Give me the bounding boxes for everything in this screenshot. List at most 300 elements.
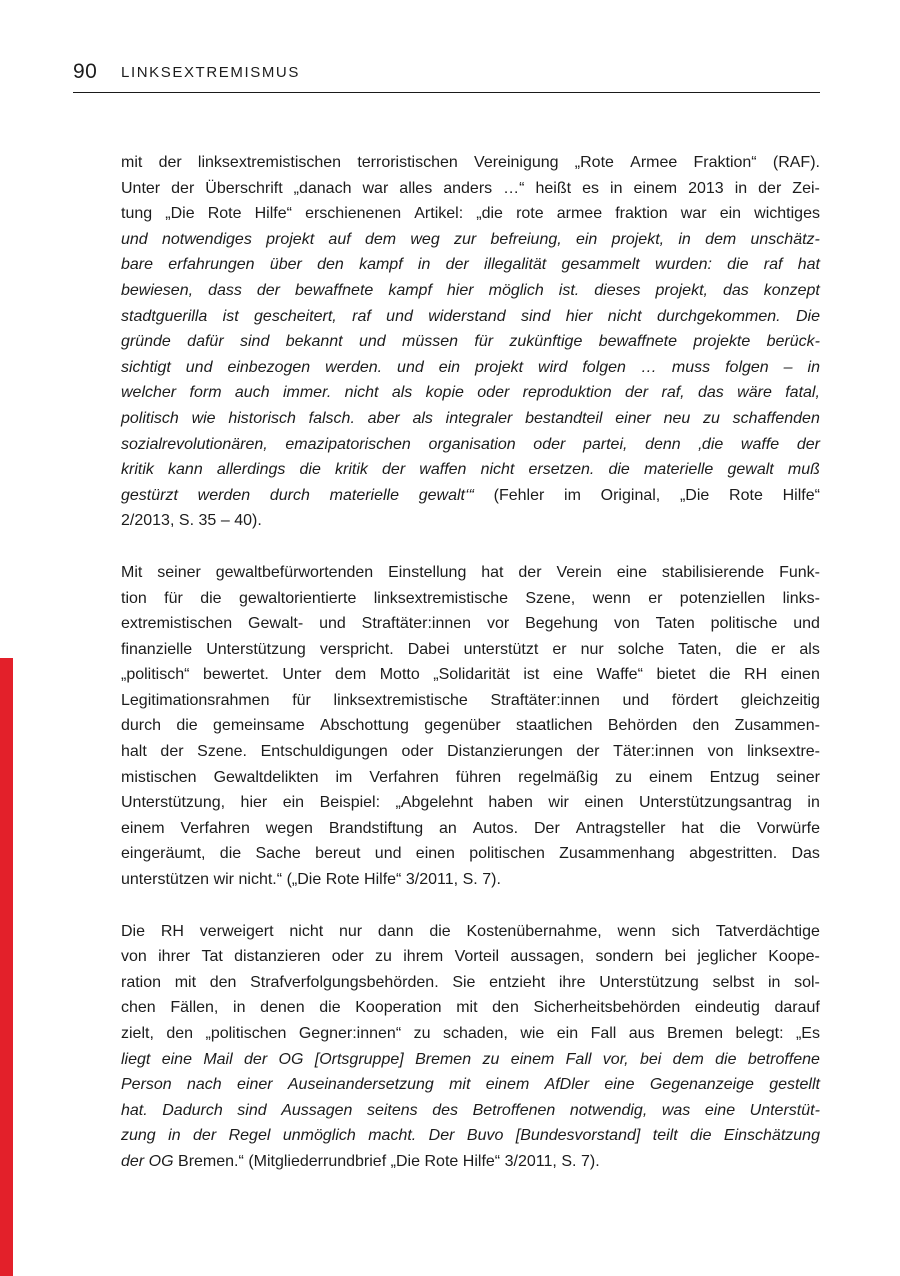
text-line: [121, 919, 820, 945]
word: kritik: [335, 461, 368, 479]
word: Mail: [203, 1050, 233, 1068]
word: RH: [744, 666, 768, 684]
word: Rote: [325, 871, 360, 889]
word: Brandstiftung: [328, 819, 424, 837]
word: finanzielle: [121, 640, 193, 658]
word: terroristischen: [357, 154, 458, 171]
word: nach: [187, 1076, 222, 1094]
word: in: [807, 358, 820, 376]
word: bewaffnete: [295, 281, 374, 299]
word: Einstellung: [388, 563, 467, 581]
word: wie: [520, 1025, 545, 1042]
word: sondern: [595, 948, 654, 966]
word: Unterstützung,: [121, 794, 226, 812]
word: historisch: [228, 409, 296, 427]
text-line: [121, 252, 820, 278]
word: nicht: [607, 307, 642, 325]
word: müssen: [402, 333, 459, 351]
word: oder: [477, 384, 510, 402]
word: Legitimationsrahmen: [121, 691, 270, 709]
word: potenziellen: [679, 589, 766, 607]
word: ein: [282, 794, 305, 812]
word: staatlichen: [516, 717, 593, 735]
text-line: [121, 150, 820, 176]
word: Kooperation: [355, 999, 442, 1017]
word: Distanzierungen: [447, 743, 563, 761]
word: ihrer: [158, 948, 191, 966]
word: Buvo: [466, 1127, 504, 1145]
word: Gewaltdelikten: [213, 768, 319, 786]
word: Dadurch: [162, 1101, 223, 1119]
word: eine: [604, 1076, 635, 1094]
word: 7).: [580, 1152, 600, 1170]
word: Verfahren: [369, 768, 439, 786]
word: notwendiges: [161, 230, 252, 248]
word: für: [164, 589, 183, 607]
word: er: [648, 589, 663, 607]
word: bereut: [315, 845, 361, 863]
word: bewiesen,: [121, 281, 194, 299]
word: ist: [222, 307, 239, 325]
word: nicht: [289, 922, 324, 940]
word: die: [319, 999, 341, 1017]
word: oder: [533, 435, 566, 453]
word: „Solidarität: [433, 666, 510, 684]
word: durch: [121, 717, 162, 735]
word: den: [692, 717, 720, 735]
word: dem: [335, 666, 367, 684]
word: sich: [671, 922, 701, 940]
word: zur: [454, 230, 477, 248]
word: der: [796, 435, 820, 453]
word: „politisch“: [121, 666, 190, 684]
word: chen: [121, 999, 156, 1017]
word: Entzug: [709, 768, 760, 786]
word: der: [158, 154, 182, 171]
word: bewaffnete: [598, 333, 677, 351]
word: dem: [364, 230, 397, 248]
word: hier: [446, 281, 474, 299]
body-text: [121, 150, 820, 1175]
word: möglich: [488, 281, 544, 299]
word: hat: [681, 819, 704, 837]
word: 35: [198, 512, 217, 530]
word: abgestritten.: [689, 845, 778, 863]
word: gesammelt: [561, 256, 640, 274]
word: darauf: [774, 999, 820, 1017]
word: gescheitert,: [254, 307, 337, 325]
word: als: [412, 409, 433, 427]
word: widerstand: [428, 307, 506, 325]
word: war: [680, 205, 707, 223]
word: den: [492, 999, 519, 1017]
text-line: [121, 176, 820, 202]
word: Hilfe“: [782, 486, 820, 504]
word: im: [564, 486, 581, 504]
word: dieses: [594, 281, 641, 299]
word: in: [734, 179, 748, 197]
word: 2013: [688, 179, 724, 197]
word: Sache: [255, 845, 301, 863]
word: an: [439, 819, 457, 837]
word: werden.: [325, 358, 383, 376]
word: „die: [476, 205, 503, 223]
word: mistischen: [121, 768, 197, 786]
word: und: [319, 615, 346, 633]
word: ihre: [558, 973, 586, 991]
word: Rote: [424, 1152, 459, 1170]
text-line: [121, 329, 820, 355]
word: hier: [240, 794, 268, 812]
word: muß: [787, 461, 820, 479]
word: „danach: [293, 179, 352, 197]
word: tung: [121, 205, 153, 223]
text-line: [121, 380, 820, 406]
word: der: [121, 1152, 145, 1170]
word: form: [189, 384, 222, 402]
word: einen: [584, 794, 624, 812]
word: bestandteil: [525, 409, 603, 427]
text-line: [121, 765, 820, 791]
word: zielt,: [121, 1025, 154, 1042]
text-line: [121, 406, 820, 432]
word: Waffe“: [596, 666, 643, 684]
word: Dabei: [407, 640, 450, 658]
word: und: [793, 615, 820, 633]
word: wegen: [265, 819, 313, 837]
word: werden: [197, 486, 251, 504]
word: und: [397, 358, 424, 376]
word: linksextre-: [747, 743, 820, 761]
word: 3/2011,: [504, 1152, 557, 1170]
word: heißt: [535, 179, 572, 197]
text-line: [121, 1072, 820, 1098]
word: Aussagen: [281, 1101, 353, 1119]
word: illegalität: [483, 256, 547, 274]
word: „Die: [390, 1152, 420, 1170]
word: Sie: [452, 973, 476, 991]
word: liegt: [121, 1050, 151, 1068]
word: wird: [538, 358, 568, 376]
word: und: [185, 358, 213, 376]
word: linksextremistische: [333, 691, 468, 709]
word: der: [256, 281, 280, 299]
word: ein: [575, 230, 598, 248]
word: projekt,: [611, 230, 665, 248]
word: kopie: [425, 384, 464, 402]
word: haben: [488, 794, 533, 812]
word: erfahrungen: [168, 256, 255, 274]
text-line: [121, 1149, 820, 1175]
word: 40).: [234, 512, 262, 530]
word: mit: [449, 1076, 471, 1094]
word: und: [358, 333, 386, 351]
word: folgen: [582, 358, 626, 376]
word: politische: [710, 615, 778, 633]
word: einem: [649, 768, 693, 786]
word: in: [610, 179, 623, 197]
word: sol-: [794, 973, 820, 991]
word: Unterstützung: [599, 973, 699, 991]
word: Einschätzung: [723, 1127, 820, 1145]
word: 7).: [482, 871, 501, 889]
word: belegt:: [735, 1025, 784, 1042]
word: armee: [556, 205, 603, 223]
word: Unter: [282, 666, 322, 684]
word: betroffene: [747, 1050, 820, 1068]
word: immer.: [282, 384, 332, 402]
word: Hilfe“: [364, 871, 402, 889]
word: wir: [213, 871, 234, 889]
word: alles: [399, 179, 433, 197]
word: konzept: [763, 281, 820, 299]
word: AfDler: [544, 1076, 590, 1094]
word: die: [200, 589, 222, 607]
red-margin-bar: [0, 658, 13, 1276]
word: eine: [616, 563, 647, 581]
word: der: [171, 179, 195, 197]
word: Zei-: [792, 179, 820, 197]
word: „Abgelehnt: [395, 794, 473, 812]
word: politisch: [121, 409, 179, 427]
word: partei,: [582, 435, 628, 453]
word: die: [735, 640, 758, 658]
word: materielle: [643, 461, 714, 479]
word: dem: [705, 230, 737, 248]
word: die: [719, 819, 741, 837]
word: die: [176, 717, 198, 735]
word: notwendig,: [569, 1101, 648, 1119]
word: Straftäter:innen: [361, 615, 472, 633]
word: schaden,: [442, 1025, 508, 1042]
word: Artikel:: [414, 205, 464, 223]
word: Antragsteller: [575, 819, 666, 837]
word: der: [576, 743, 600, 761]
word: Unterstützungsantrag: [638, 794, 792, 812]
word: befreiung,: [490, 230, 562, 248]
word: nicht: [480, 461, 515, 479]
text-line: [121, 227, 820, 253]
word: politischen: [469, 845, 545, 863]
word: nicht.“: [238, 871, 283, 889]
word: Die: [121, 922, 146, 940]
word: emazipatorischen: [285, 435, 411, 453]
word: …“: [503, 179, 525, 197]
text-line: [121, 1123, 820, 1149]
word: materielle: [329, 486, 399, 504]
text-line: [121, 457, 820, 483]
word: 2/2013,: [121, 512, 175, 530]
word: OG: [278, 1050, 304, 1068]
word: Zusammenhang: [559, 845, 675, 863]
word: gewalt: [727, 461, 774, 479]
word: es: [582, 179, 599, 197]
word: Bremen.“: [178, 1152, 244, 1170]
word: zu: [413, 1025, 431, 1042]
word: dafür: [187, 333, 224, 351]
word: (Fehler: [493, 486, 545, 504]
word: verspricht.: [319, 640, 394, 658]
word: die: [709, 666, 731, 684]
text-line: [121, 611, 820, 637]
word: der: [445, 256, 469, 274]
word: anders: [443, 179, 493, 197]
word: gewaltorientierte: [238, 589, 357, 607]
word: „Es: [795, 1025, 820, 1042]
word: raf: [763, 256, 783, 274]
word: jeglicher: [697, 948, 757, 966]
word: Rote: [729, 486, 763, 504]
word: unschätz-: [750, 230, 820, 248]
word: einem: [510, 1050, 555, 1068]
word: „Die: [165, 205, 195, 223]
word: Betroffenen: [472, 1101, 556, 1119]
word: von: [613, 615, 640, 633]
word: Verein: [556, 563, 602, 581]
text-line: [121, 995, 820, 1021]
word: einer: [237, 1076, 273, 1094]
text-line: [121, 483, 820, 509]
word: kampf: [359, 256, 403, 274]
word: zu: [482, 1050, 500, 1068]
word: denen: [260, 999, 305, 1017]
word: mit: [121, 154, 143, 171]
word: mit: [174, 973, 197, 991]
word: Der: [428, 1127, 455, 1145]
word: [Bundesvorstand]: [515, 1127, 641, 1145]
word: für: [474, 333, 494, 351]
word: OG: [148, 1152, 174, 1170]
word: verweigert: [199, 922, 274, 940]
word: linksextremistischen: [197, 154, 342, 171]
word: die: [608, 461, 630, 479]
text-line: [121, 688, 820, 714]
word: 3/2011,: [405, 871, 459, 889]
text-line: [121, 816, 820, 842]
word: bei: [639, 1050, 662, 1068]
word: wenn: [592, 589, 631, 607]
word: linksextremistische: [373, 589, 508, 607]
word: in: [678, 230, 691, 248]
word: einem: [633, 179, 678, 197]
text-line: [121, 508, 820, 534]
word: Fraktion“: [693, 154, 757, 171]
word: die: [715, 1050, 737, 1068]
word: ration: [121, 973, 162, 991]
word: gemeinsame: [213, 717, 305, 735]
word: des: [432, 1101, 459, 1119]
word: fatal,: [785, 384, 820, 402]
word: Regel: [228, 1127, 271, 1145]
word: unmöglich: [282, 1127, 356, 1145]
word: wichtiges: [754, 205, 820, 223]
word: solche: [617, 640, 665, 658]
word: ihrem: [403, 948, 444, 966]
text-line: [121, 662, 820, 688]
word: ist.: [558, 281, 580, 299]
word: Das: [791, 845, 820, 863]
word: bietet: [656, 666, 696, 684]
word: gewalt‘“: [418, 486, 474, 504]
text-line: [121, 201, 820, 227]
word: seiner: [776, 768, 820, 786]
word: „Rote: [574, 154, 614, 171]
word: einer: [615, 409, 651, 427]
word: sind: [239, 333, 270, 351]
word: kann: [168, 461, 203, 479]
word: den: [209, 973, 237, 991]
word: Gegner:innen“: [298, 1025, 402, 1042]
text-line: [121, 1047, 820, 1073]
word: neu: [663, 409, 691, 427]
word: zu: [703, 409, 720, 427]
text-line: [121, 278, 820, 304]
word: waffe: [740, 435, 780, 453]
word: was: [661, 1101, 691, 1119]
text-line: [121, 560, 820, 586]
word: projekt: [266, 230, 315, 248]
word: Entschuldigungen: [260, 743, 388, 761]
word: einem: [121, 819, 165, 837]
word: Unter: [121, 179, 161, 197]
word: Hilfe“: [254, 205, 292, 223]
word: im: [335, 768, 353, 786]
word: selbst: [712, 973, 755, 991]
word: RH: [160, 922, 184, 940]
word: –: [220, 512, 230, 530]
word: stabilisierende: [661, 563, 765, 581]
word: wir: [548, 794, 569, 812]
word: auf: [328, 230, 351, 248]
word: eine: [161, 1050, 192, 1068]
word: Mit: [121, 563, 143, 581]
word: über: [269, 256, 302, 274]
word: ‚die: [698, 435, 724, 453]
word: durch: [269, 486, 310, 504]
word: Motto: [379, 666, 420, 684]
page-header: [73, 58, 820, 93]
word: nur: [580, 640, 604, 658]
word: hat: [797, 256, 820, 274]
word: Behörden: [607, 717, 678, 735]
word: und: [622, 691, 650, 709]
word: dann: [377, 922, 414, 940]
word: ein: [438, 358, 461, 376]
word: der: [518, 563, 542, 581]
word: er: [771, 640, 786, 658]
word: das: [698, 384, 724, 402]
word: Fällen,: [170, 999, 219, 1017]
word: der: [625, 384, 649, 402]
word: durchgekommen.: [656, 307, 781, 325]
word: der: [382, 461, 406, 479]
text-line: [121, 739, 820, 765]
word: teilt: [652, 1127, 678, 1145]
word: Armee: [630, 154, 678, 171]
word: sichtigt: [121, 358, 171, 376]
word: Tat: [201, 948, 223, 966]
word: Autos.: [472, 819, 519, 837]
word: halt: [121, 743, 147, 761]
word: die: [690, 1127, 712, 1145]
word: in: [807, 794, 820, 812]
word: gegenüber: [424, 717, 501, 735]
word: aussagen,: [510, 948, 585, 966]
text-line: [121, 1098, 820, 1124]
word: Original,: [600, 486, 661, 504]
text-line: [121, 841, 820, 867]
word: ein: [556, 1025, 579, 1042]
